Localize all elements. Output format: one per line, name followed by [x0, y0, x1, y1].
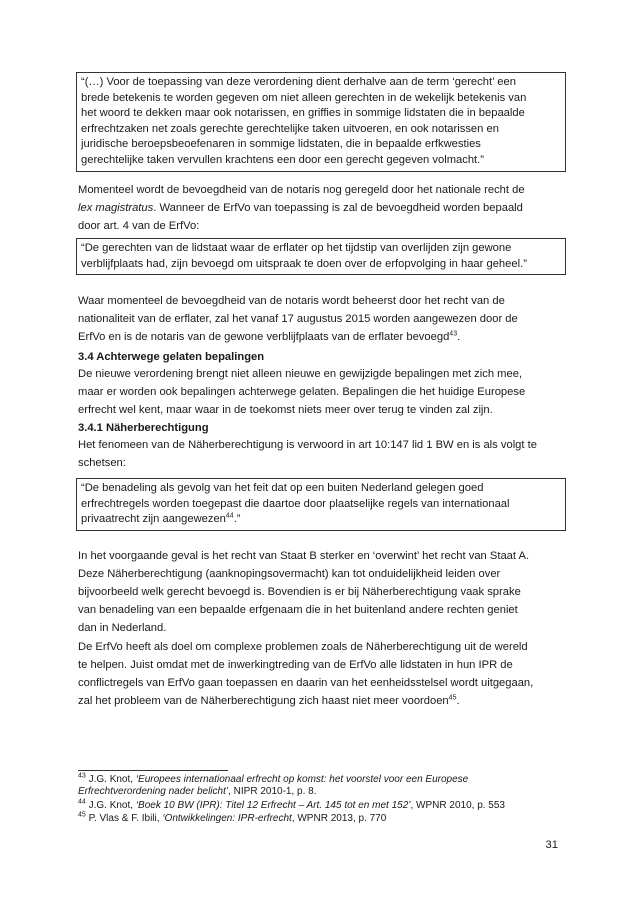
paragraph-line: dan in Nederland. — [78, 622, 167, 634]
footnote-source: , WPNR 2013, p. 770 — [291, 813, 387, 824]
footnote-title: ‘Europees internationaal erfrecht op komst: het voorstel voor een Europese — [135, 774, 469, 785]
footnote-author: J.G. Knot, — [85, 774, 136, 785]
paragraph-line: Deze Näherberechtigung (aanknopingsovermacht) kan tot onduidelijkheid leiden over — [78, 568, 501, 580]
paragraph-text: . — [457, 331, 461, 343]
footnote-line — [78, 800, 566, 812]
paragraph-line: In het voorgaande geval is het recht van Staat B sterker en ‘overwint’ het recht van Staat A. — [78, 550, 530, 562]
footnote-title: Erfrechtverordening nader belicht’ — [78, 786, 229, 798]
paragraph-line: Momenteel wordt de bevoegdheid van de notaris nog geregeld door het nationale recht de — [78, 184, 525, 196]
paragraph-line: erfrecht wel kent, maar waar in de toekomst niets meer over terug te vinden zal zijn. — [78, 404, 493, 416]
paragraph-text: . — [456, 695, 460, 707]
quote-line: “De gerechten van de lidstaat waar de erflater op het tijdstip van overlijden zijn gewone — [81, 242, 512, 254]
paragraph-line: Het fenomeen van de Näherberechtigung is verwoord in art 10:147 lid 1 BW en is als volgt te — [78, 439, 537, 451]
paragraph-text: ErfVo en is de notaris van de gewone verblijfplaats van de erflater bevoegd — [78, 331, 450, 343]
section-3-4 — [78, 350, 566, 419]
paragraph-line: door art. 4 van de ErfVo: — [78, 220, 200, 232]
footnote-ref[interactable]: 45 — [448, 694, 457, 702]
page-number: 31 — [545, 839, 558, 851]
footnote-title: ‘Ontwikkelingen: IPR-erfrecht — [162, 813, 292, 824]
footnote-ref[interactable]: 44 — [225, 512, 234, 520]
paragraph-line: bijvoorbeeld welk gerecht bevoegd is. Bovendien is er bij Näherberechtigung vaak sprake — [78, 586, 521, 598]
quote-line: “De benadeling als gevolg van het feit dat op een buiten Nederland gelegen goed — [81, 482, 484, 494]
footnote-43 — [78, 774, 566, 798]
footnote-separator — [78, 770, 228, 771]
section-3-4-1 — [78, 421, 566, 472]
quote-line: verblijfplaats had, zijn bevoegd om uitspraak te doen over de erfopvolging in haar geheel.” — [81, 257, 527, 270]
quote-line: juridische beroepsbeoefenaren in sommige lidstaten, die in bepaalde erfkwesties — [81, 138, 481, 151]
footnote-author: P. Vlas & F. Ibili, — [85, 813, 163, 824]
footnote-line — [78, 774, 566, 786]
paragraph-line: conflictregels van ErfVo gaan toepassen en daarin van het eenheidsstelsel wordt uitgegaan, — [78, 677, 534, 689]
quote-box-recital — [76, 72, 566, 172]
footnote-line — [78, 813, 566, 825]
italic-term: lex magistratus — [78, 202, 154, 214]
section-heading: 3.4.1 Näherberechtigung — [78, 422, 209, 434]
quote-box-art10-147 — [76, 478, 566, 531]
quote-line: het woord te dekken maar ook notarissen, en griffies in sommige lidstaten die in bepaalde — [81, 107, 525, 120]
paragraph-line: te helpen. Juist omdat met de inwerkingtreding van de ErfVo alle lidstaten in hun IPR de — [78, 659, 513, 671]
paragraph-text: . Wanneer de ErfVo van toepassing is zal de bevoegdheid worden bepaald — [153, 202, 523, 214]
footnote-source: , WPNR 2010, p. 553 — [410, 800, 505, 811]
paragraph-staat-b — [78, 547, 566, 637]
quote-text: .” — [233, 513, 241, 526]
paragraph-bevoegdheid — [78, 181, 566, 235]
paragraph-line — [78, 328, 566, 346]
quote-line: gerechtelijke taken vervullen krachtens een door een gerecht gegeven volmacht.” — [81, 153, 484, 166]
footnote-line — [78, 786, 566, 798]
paragraph-line: schetsen: — [78, 457, 126, 469]
footnote-number: 44 — [78, 798, 86, 806]
quote-line: “(…) Voor de toepassing van deze verordening dient derhalve aan de term ‘gerecht’ een — [81, 76, 516, 88]
paragraph-erfvo-doel — [78, 638, 566, 710]
paragraph-line — [78, 199, 566, 217]
footnote-number: 45 — [78, 811, 86, 819]
paragraph-line: maar er worden ook bepalingen achterwege gelaten. Bepalingen die het huidige Europese — [78, 386, 526, 398]
paragraph-line: nationaliteit van de erflater, zal het vanaf 17 augustus 2015 worden aangewezen door de — [78, 313, 518, 325]
paragraph-nationaliteit — [78, 292, 566, 346]
quote-line — [81, 512, 561, 528]
paragraph-line: van benadeling van een bepaalde erfgenaam die in het buitenland andere rechten geniet — [78, 604, 518, 616]
footnote-author: J.G. Knot, — [85, 800, 136, 811]
section-heading: 3.4 Achterwege gelaten bepalingen — [78, 351, 265, 363]
footnote-title: ‘Boek 10 BW (IPR): Titel 12 Erfrecht – Art. 145 tot en met 152’ — [135, 800, 411, 811]
footnote-number: 43 — [78, 772, 86, 780]
quote-line: brede betekenis te worden gegeven om niet alleen gerechten in de wekelijk betekenis van — [81, 91, 527, 104]
quote-box-art4 — [76, 238, 566, 275]
footnote-45 — [78, 813, 566, 825]
paragraph-text: zal het probleem van de Näherberechtigung zich haast niet meer voordoen — [78, 695, 449, 707]
paragraph-line — [78, 692, 566, 710]
footnote-source: , NIPR 2010-1, p. 8. — [228, 786, 317, 798]
quote-line: erfrechtregels worden toegepast die daartoe door plaatselijke regels van internationaal — [81, 497, 510, 510]
footnote-ref[interactable]: 43 — [449, 330, 458, 338]
paragraph-line: De nieuwe verordening brengt niet alleen nieuwe en gewijzigde bepalingen met zich mee, — [78, 368, 523, 380]
quote-text: privaatrecht zijn aangewezen — [81, 513, 226, 526]
paragraph-line: De ErfVo heeft als doel om complexe problemen zoals de Näherberechtigung uit de wereld — [78, 641, 528, 653]
quote-line: erfrechtzaken net zoals gerechte gerechtelijke taken uitvoeren, en ook notarissen en — [81, 122, 499, 135]
paragraph-line: Waar momenteel de bevoegdheid van de notaris wordt beheerst door het recht van de — [78, 295, 505, 307]
footnote-44 — [78, 800, 566, 812]
